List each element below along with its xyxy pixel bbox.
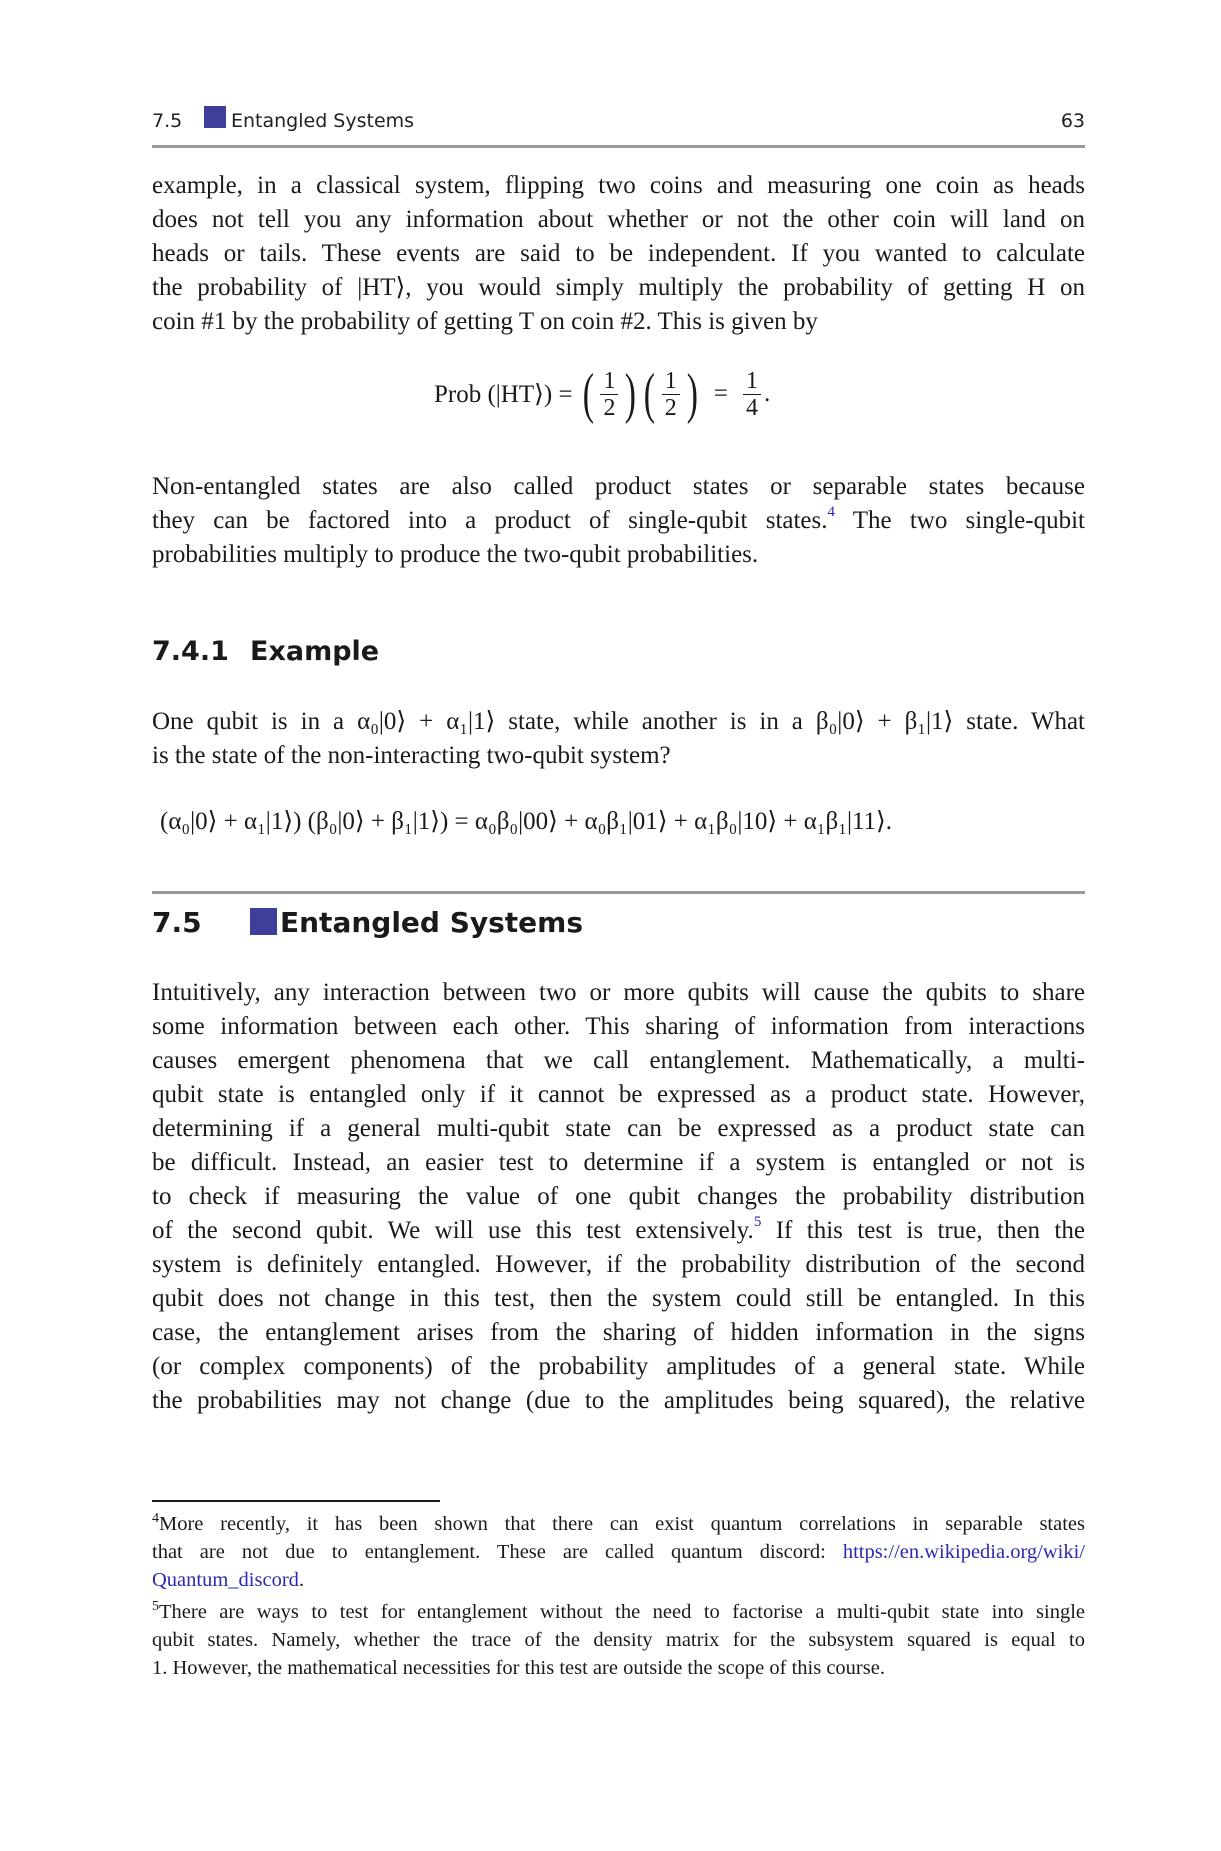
section-number: 7.5 xyxy=(152,906,202,939)
text-run: The two single-qubit xyxy=(835,507,1085,534)
text-line: determining if a general multi-qubit state can be expressed as a product state can xyxy=(152,1115,1085,1142)
footnote-ref-5[interactable]: 5 xyxy=(753,1213,762,1230)
left-paren-glyph: ( xyxy=(643,363,656,425)
right-paren-glyph: ) xyxy=(625,363,637,425)
fraction-numerator: 1 xyxy=(603,367,616,394)
wikipedia-link-continued[interactable]: Quantum_discord xyxy=(152,1569,299,1591)
footnote-ref-4[interactable]: 4 xyxy=(827,503,836,520)
wikipedia-link[interactable]: https://en.wikipedia.org/wiki/ xyxy=(842,1541,1085,1563)
footnote-marker: 5 xyxy=(152,1599,159,1615)
text-line: (or complex components) of the probability amplitudes of a general state. While xyxy=(152,1353,1085,1380)
paragraph-example xyxy=(152,705,1085,773)
text-run: More recently, it has been shown that there can exist quantum correlations in separable states xyxy=(159,1513,1085,1535)
text-line: some information between each other. This sharing of information from interactions xyxy=(152,1013,1085,1040)
footnote-rule xyxy=(152,1500,440,1502)
subsection-heading xyxy=(152,636,379,667)
section-square-icon xyxy=(250,908,277,935)
tensor-product-equation: (α₀|0⟩ + α₁|1⟩) (β₀|0⟩ + β₁|1⟩) = α₀β₀|00⟩ + α₀β₁|01⟩ + α₁β₀|10⟩ + α₁β₁|11⟩. xyxy=(160,808,893,835)
text-run: There are ways to test for entanglement without the need to factorise a multi-qubit state into single xyxy=(159,1601,1085,1623)
section-square-icon xyxy=(204,106,226,128)
text-line: 1. However, the mathematical necessities for this test are outside the scope of this course. xyxy=(152,1657,885,1679)
text-line xyxy=(152,1214,1085,1248)
fraction-denominator: 2 xyxy=(600,394,618,421)
paragraph-coins xyxy=(152,169,1085,339)
fraction xyxy=(600,368,618,421)
text-line xyxy=(152,1598,1085,1626)
text-line: probabilities multiply to produce the two-qubit probabilities. xyxy=(152,541,759,568)
running-header-section-number: 7.5 xyxy=(152,110,183,132)
text-line: qubit states. Namely, whether the trace of the density matrix for the subsystem squared is equal to xyxy=(152,1629,1085,1651)
text-line: be difficult. Instead, an easier test to determine if a system is entangled or not is xyxy=(152,1149,1085,1176)
text-line xyxy=(152,1510,1085,1538)
text-line: does not tell you any information about whether or not the other coin will land on xyxy=(152,206,1085,233)
text-line: to check if measuring the value of one qubit changes the probability distribution xyxy=(152,1183,1085,1210)
text-line: the probability of |HT⟩, you would simply multiply the probability of getting H on xyxy=(152,274,1085,301)
probability-equation xyxy=(434,363,771,425)
section-rule xyxy=(152,891,1085,894)
running-header-section-title: Entangled Systems xyxy=(231,110,415,132)
text-run: . xyxy=(298,1569,305,1591)
fraction xyxy=(743,368,761,421)
text-line: causes emergent phenomena that we call entanglement. Mathematically, a multi- xyxy=(152,1047,1085,1074)
right-paren-glyph: ) xyxy=(686,363,698,425)
section-title: Entangled Systems xyxy=(280,906,583,939)
equation-lhs: Prob (|HT⟩) = xyxy=(434,381,573,408)
text-run: they can be factored into a product of single-qubit states. xyxy=(152,507,828,534)
footnote-5 xyxy=(152,1598,1085,1682)
text-line: system is definitely entangled. However, if the probability distribution of the second xyxy=(152,1251,1085,1278)
text-line: qubit does not change in this test, then the system could still be entangled. In this xyxy=(152,1285,1085,1312)
text-run: of the second qubit. We will use this test extensively. xyxy=(152,1217,754,1244)
header-rule xyxy=(152,145,1085,148)
footnote-marker: 4 xyxy=(152,1511,159,1527)
section-heading xyxy=(152,902,1085,942)
text-line: case, the entanglement arises from the sharing of hidden information in the signs xyxy=(152,1319,1085,1346)
footnotes xyxy=(152,1510,1085,1686)
subsection-number: 7.4.1 xyxy=(152,636,229,667)
text-line: One qubit is in a α₀|0⟩ + α₁|1⟩ state, while another is in a β₀|0⟩ + β₁|1⟩ state. What xyxy=(152,708,1085,735)
text-line: the probabilities may not change (due to the amplitudes being squared), the relative xyxy=(152,1387,1085,1414)
text-run: If this test is true, then the xyxy=(761,1217,1085,1244)
fraction-numerator: 1 xyxy=(746,367,759,394)
fraction-denominator: 2 xyxy=(662,394,680,421)
text-line xyxy=(152,504,1085,538)
footnote-4 xyxy=(152,1510,1085,1594)
paragraph-product-states xyxy=(152,470,1085,572)
text-line xyxy=(152,1538,1085,1566)
text-run: that are not due to entanglement. These are called quantum discord: xyxy=(152,1541,843,1563)
text-line: qubit state is entangled only if it cannot be expressed as a product state. However, xyxy=(152,1081,1085,1108)
text-line: coin #1 by the probability of getting T on coin #2. This is given by xyxy=(152,308,818,335)
equals-sign: = xyxy=(713,380,728,407)
fraction xyxy=(662,368,680,421)
page-number: 63 xyxy=(1060,110,1085,132)
text-line: is the state of the non-interacting two-qubit system? xyxy=(152,742,671,769)
equation-period: . xyxy=(764,380,771,407)
fraction-numerator: 1 xyxy=(664,367,677,394)
fraction-denominator: 4 xyxy=(743,394,761,421)
text-line: example, in a classical system, flipping two coins and measuring one coin as heads xyxy=(152,172,1085,199)
text-line: Non-entangled states are also called product states or separable states because xyxy=(152,473,1085,500)
running-header xyxy=(152,106,1085,142)
left-paren-glyph: ( xyxy=(582,363,594,425)
text-line xyxy=(152,1566,1085,1594)
paragraph-entanglement xyxy=(152,976,1085,1418)
text-line: Intuitively, any interaction between two or more qubits will cause the qubits to share xyxy=(152,979,1085,1006)
text-line: heads or tails. These events are said to be independent. If you wanted to calculate xyxy=(152,240,1085,267)
subsection-title: Example xyxy=(250,636,380,667)
